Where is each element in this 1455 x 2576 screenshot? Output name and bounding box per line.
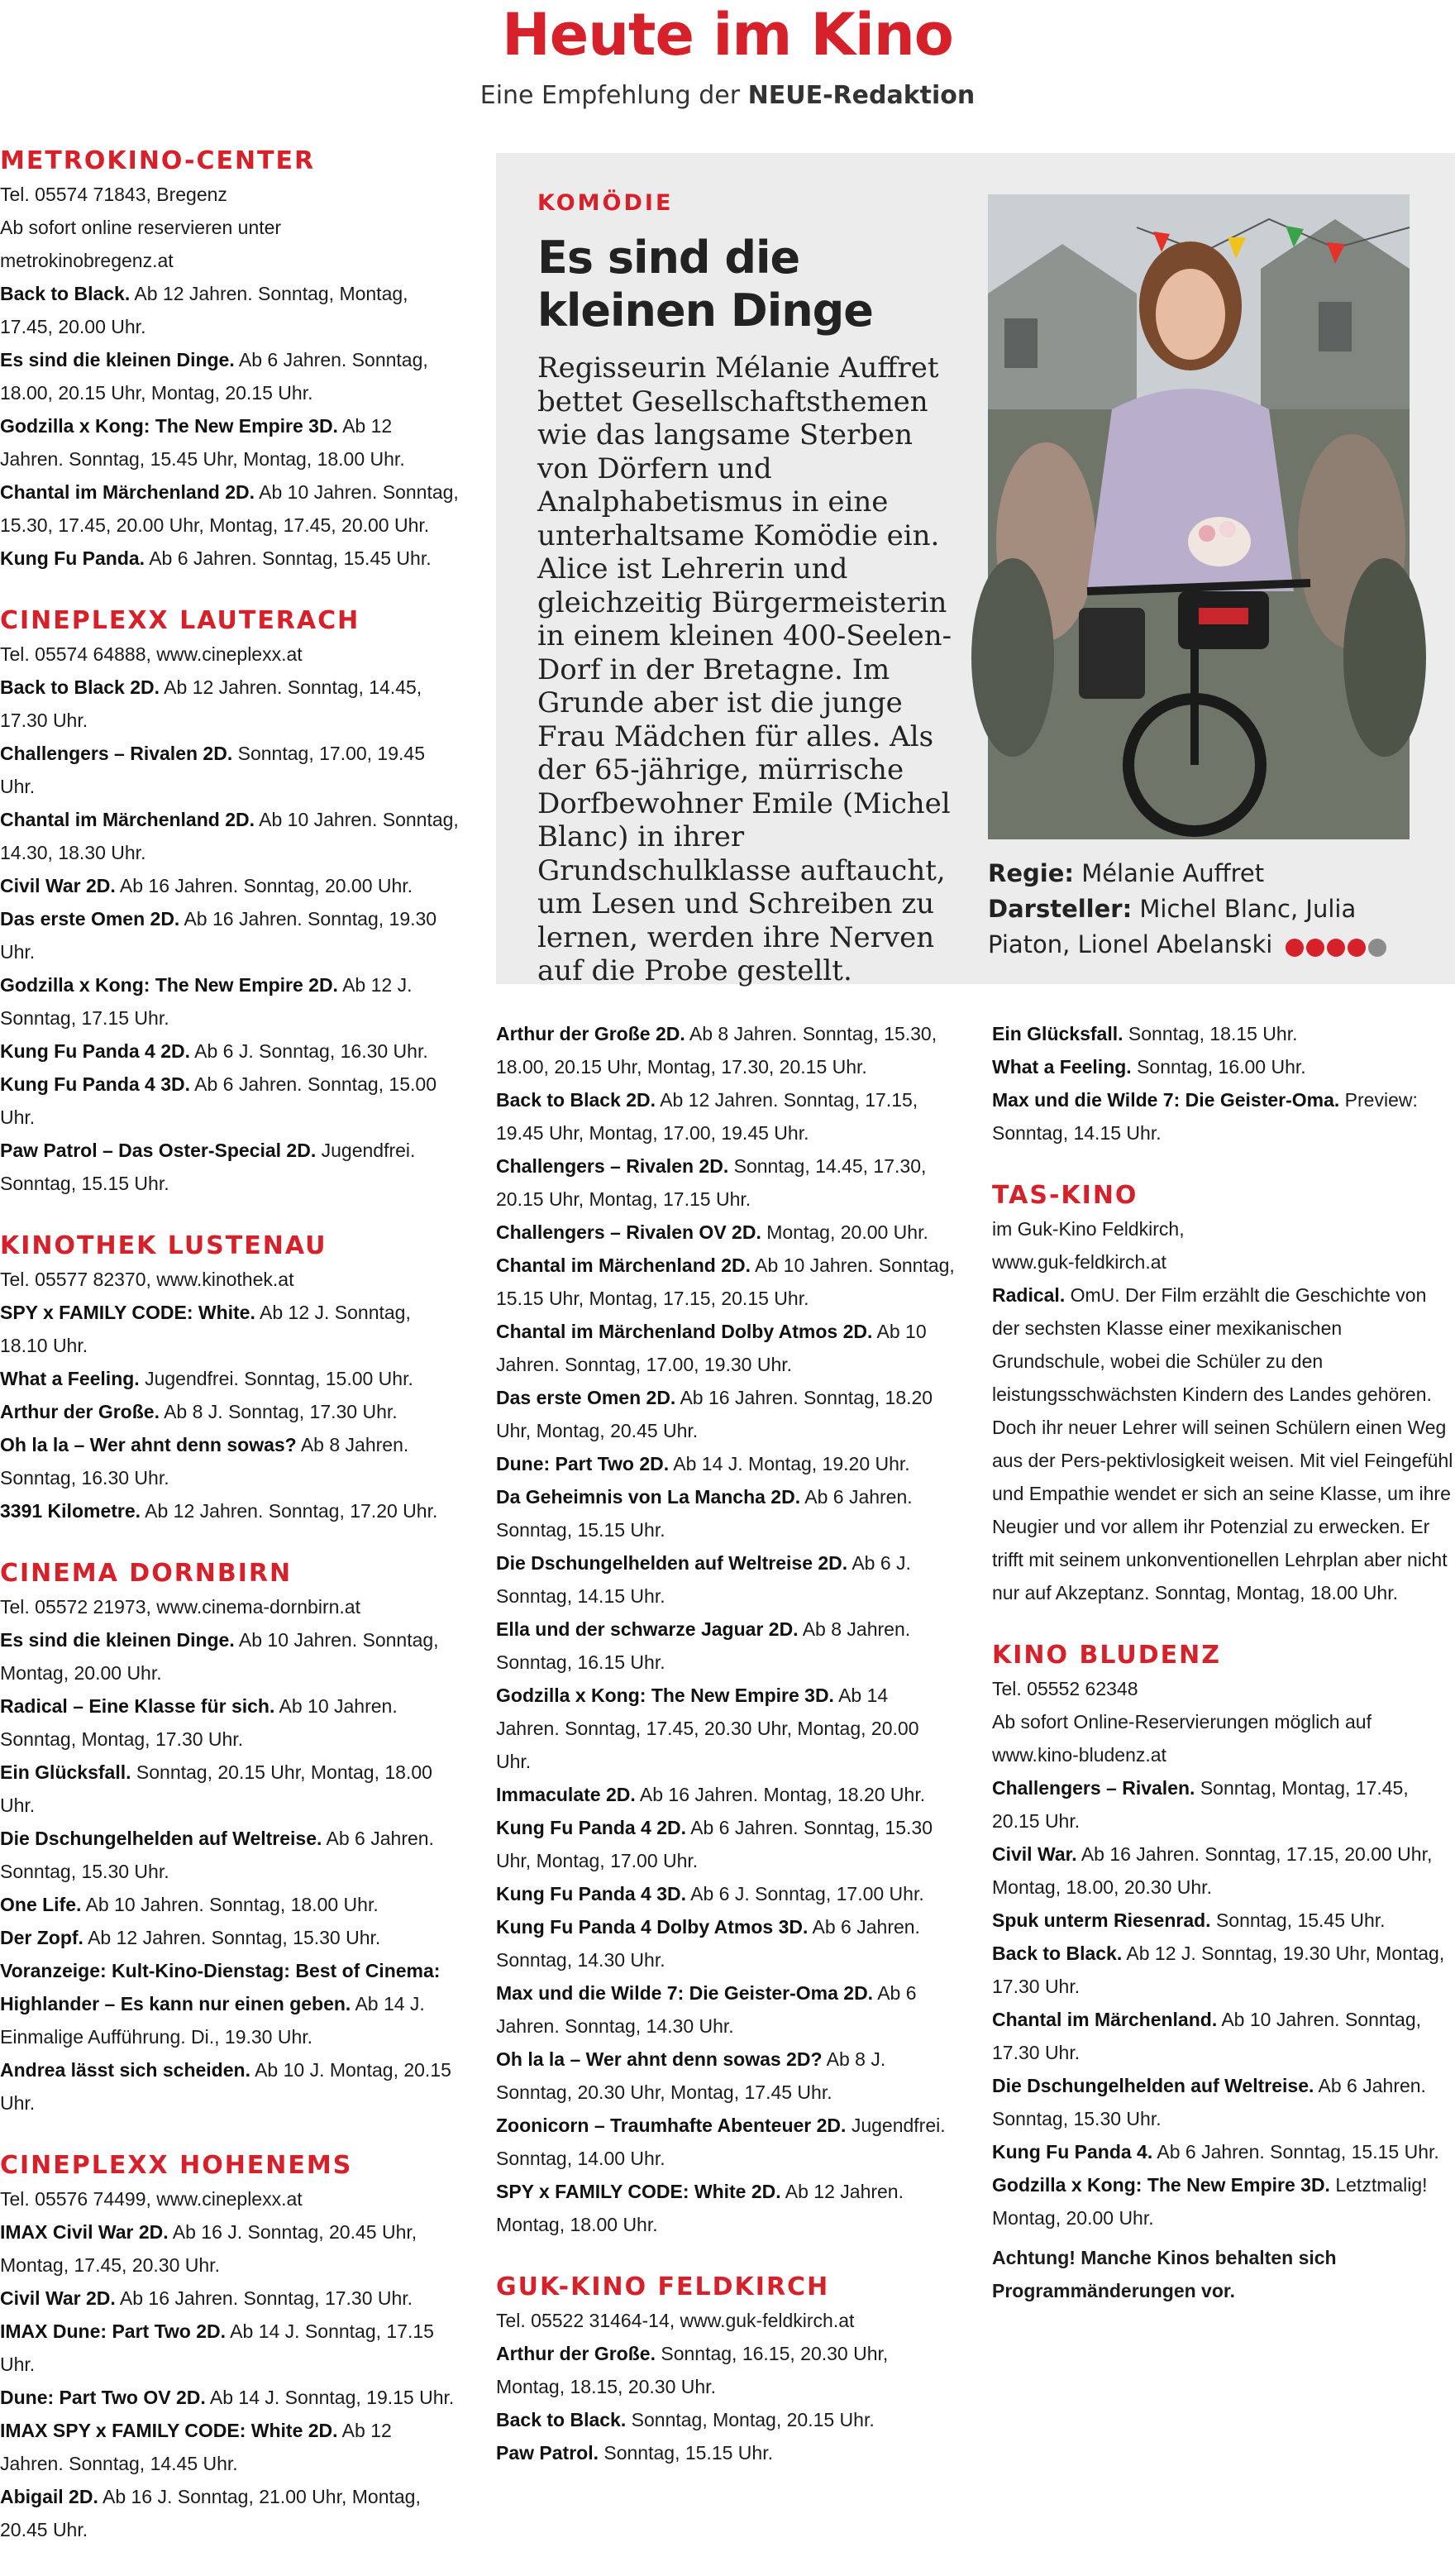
film-details: Sonntag, 20.15 Uhr, Montag, 18.00 Uhr. — [0, 1761, 432, 1816]
film-title: Godzilla x Kong: The New Empire 3D. — [992, 2174, 1330, 2196]
cinema-name: CINEPLEXX HOHENEMS — [0, 2151, 353, 2180]
film-details: Ab 6 Jahren. Sonntag, 14.30 Uhr. — [496, 1982, 917, 2037]
film-title: Ein Glücksfall. — [0, 1761, 131, 1783]
film-entry — [0, 902, 459, 968]
film-title: Abigail 2D. — [0, 2486, 98, 2507]
subtitle-prefix: Eine Empfehlung der — [479, 81, 741, 110]
film-details: Ab 6 J. Sonntag, 14.15 Uhr. — [496, 1552, 911, 1607]
film-details: Ab 12 J. Sonntag, 17.15 Uhr. — [0, 974, 413, 1029]
film-details: Ab 6 Jahren. Sonntag, 15.00 Uhr. — [0, 1073, 436, 1128]
film-entry — [0, 2381, 459, 2414]
film-title: Challengers – Rivalen. — [992, 1777, 1195, 1799]
film-details: Ab 16 Jahren. Sonntag, 17.15, 20.00 Uhr, Montag, 18.00, 20.30 Uhr. — [992, 1843, 1433, 1898]
film-entry — [496, 1613, 955, 1679]
film-details: Ab 8 Jahren. Sonntag, 15.30, 18.00, 20.15 Uhr, Montag, 17.30, 20.15 Uhr. — [496, 1023, 937, 1078]
cast-names: Michel Blanc, Julia Piaton, Lionel Abelanski — [988, 895, 1357, 958]
film-entry — [496, 1216, 955, 1249]
film-title: Kung Fu Panda 4 Dolby Atmos 3D. — [496, 1916, 809, 1938]
film-entry — [992, 2069, 1455, 2135]
film-entry — [496, 2436, 955, 2469]
film-details: Jugendfrei. Sonntag, 14.00 Uhr. — [496, 2115, 946, 2169]
film-title: IMAX Dune: Part Two 2D. — [0, 2320, 227, 2342]
film-entry — [496, 1546, 955, 1613]
film-details: Ab 12 Jahren. Sonntag, Montag, 17.45, 20.00 Uhr. — [0, 283, 408, 337]
film-entry — [992, 2003, 1455, 2069]
cinema-name: KINOTHEK LUSTENAU — [0, 1231, 327, 1260]
film-entry — [0, 1623, 459, 1689]
film-title: Ella und der schwarze Jaguar 2D. — [496, 1618, 799, 1640]
film-details: Ab 6 Jahren. Sonntag, 15.45 Uhr. — [149, 547, 432, 569]
film-entry — [0, 1921, 459, 1954]
cinema-listing-continued — [496, 1017, 955, 2241]
film-title: SPY x FAMILY CODE: White. — [0, 1302, 255, 1323]
film-details: Ab 10 Jahren. Sonntag, 17.00, 19.30 Uhr. — [496, 1321, 927, 1375]
film-details: Ab 8 Jahren. Sonntag, 16.15 Uhr. — [496, 1618, 911, 1673]
film-details: Ab 16 Jahren. Sonntag, 20.00 Uhr. — [119, 875, 413, 896]
film-details: Ab 10 Jahren. Sonntag, 18.00 Uhr. — [85, 1894, 379, 1915]
film-details: Sonntag, 15.45 Uhr. — [1215, 1909, 1386, 1931]
film-title: Kung Fu Panda 4 3D. — [0, 1073, 191, 1095]
film-details: Ab 14 J. Montag, 19.20 Uhr. — [673, 1453, 910, 1474]
film-title: One Life. — [0, 1894, 82, 1915]
film-title: Kung Fu Panda 4 3D. — [496, 1883, 687, 1905]
film-title: Chantal im Märchenland 2D. — [0, 809, 255, 830]
film-entry — [0, 1494, 459, 1527]
film-entry — [496, 1149, 955, 1216]
film-entry — [992, 1278, 1455, 1609]
film-details: Ab 10 J. Montag, 20.15 Uhr. — [0, 2059, 451, 2114]
film-title: Arthur der Große. — [496, 2343, 656, 2364]
cinema-name: METROKINO-CENTER — [0, 146, 316, 175]
film-entry — [496, 1017, 955, 1083]
film-title: Back to Black. — [0, 283, 131, 304]
film-details: Ab 6 Jahren. Sonntag, 15.15 Uhr. — [1157, 2141, 1439, 2163]
film-entry — [0, 2215, 459, 2282]
film-details: Ab 10 Jahren. Sonntag, 15.30, 17.45, 20.00 Uhr, Montag, 17.45, 20.00 Uhr. — [0, 481, 459, 536]
film-title: Oh la la – Wer ahnt denn sowas 2D? — [496, 2048, 823, 2070]
feature-title: Es sind die kleinen Dinge — [537, 232, 873, 337]
film-title: Es sind die kleinen Dinge. — [0, 349, 235, 370]
film-entry — [496, 2043, 955, 2109]
film-details: Ab 16 Jahren. Montag, 18.20 Uhr. — [639, 1784, 926, 1805]
film-details: Sonntag, 18.15 Uhr. — [1128, 1023, 1298, 1044]
film-details: Sonntag, 15.15 Uhr. — [603, 2442, 773, 2464]
cast-label: Darsteller: — [988, 895, 1133, 923]
film-details: Ab 12 Jahren. Sonntag, 17.15, 19.45 Uhr, Montag, 17.00, 19.45 Uhr. — [496, 1089, 918, 1144]
film-entry — [0, 343, 459, 409]
film-entry — [496, 2109, 955, 2175]
director-line — [988, 856, 1434, 891]
film-title: IMAX SPY x FAMILY CODE: White 2D. — [0, 2420, 338, 2441]
film-details: Jugendfrei. Sonntag, 15.15 Uhr. — [0, 1140, 416, 1194]
film-details: Ab 8 Jahren. Sonntag, 16.30 Uhr. — [0, 1434, 409, 1489]
feature-panel — [496, 153, 1455, 987]
film-title: Godzilla x Kong: The New Empire 2D. — [0, 974, 338, 996]
film-entry — [0, 1296, 459, 1362]
film-details: Sonntag, Montag, 20.15 Uhr. — [631, 2409, 875, 2430]
film-entry — [992, 1838, 1455, 1904]
film-title: Radical. — [992, 1284, 1066, 1306]
cinema-info: Tel. 05572 21973, www.cinema-dornbirn.at — [0, 1596, 360, 1618]
film-title: Chantal im Märchenland Dolby Atmos 2D. — [496, 1321, 873, 1342]
film-title: Die Dschungelhelden auf Weltreise. — [0, 1828, 322, 1849]
film-entry — [992, 1017, 1455, 1050]
film-details: Ab 14 J. Sonntag, 19.15 Uhr. — [209, 2387, 455, 2408]
film-title: Chantal im Märchenland 2D. — [0, 481, 255, 503]
film-entry — [496, 1976, 955, 2043]
film-entry — [0, 1428, 459, 1494]
film-title: Das erste Omen 2D. — [0, 908, 180, 930]
film-title: Paw Patrol – Das Oster-Special 2D. — [0, 1140, 317, 1161]
film-entry — [992, 1083, 1455, 1149]
film-details: Ab 10 Jahren. Sonntag, 14.30, 18.30 Uhr. — [0, 809, 459, 863]
cinema-name: KINO BLUDENZ — [992, 1641, 1221, 1670]
cinema-tas-kino — [992, 1179, 1455, 1609]
film-details: Ab 12 Jahren. Sonntag, 14.45 Uhr. — [0, 2420, 392, 2474]
masthead — [0, 0, 1455, 120]
film-title: IMAX Civil War 2D. — [0, 2221, 169, 2243]
cinema-name: TAS-KINO — [992, 1181, 1138, 1210]
film-title: Das erste Omen 2D. — [496, 1387, 676, 1408]
film-entry — [0, 1756, 459, 1822]
film-title: Kung Fu Panda. — [0, 547, 146, 569]
film-entry — [496, 1447, 955, 1480]
film-entry — [0, 1888, 459, 1921]
film-details: OmU. Der Film erzählt die Geschichte von der sechsten Klasse einer mexikanischen Grundschule, wobei die Schüler zu den leistungsschwächsten Kindern des Landes gehören. Doch ihr neuer Lehrer will seinen Schülern einen Weg aus der Pers-pektivlosigkeit weisen. Mit viel Feingefühl und Empathie wendet er sich an seine Klasse, um ihre Neugier und vor allem ihr Potenzial zu erwecken. Er trifft mit seinem unkonventionellen Lehrplan aber nicht nur auf Akzeptanz. Sonntag, Montag, 18.00 Uhr. — [992, 1284, 1453, 1603]
film-details: Ab 10 Jahren. Sonntag, 17.30 Uhr. — [992, 2009, 1422, 2063]
film-title: Kung Fu Panda 4. — [992, 2141, 1153, 2163]
film-details: Ab 16 J. Sonntag, 21.00 Uhr, Montag, 20.45 Uhr. — [0, 2486, 421, 2540]
film-title: Max und die Wilde 7: Die Geister-Oma 2D. — [496, 1982, 874, 2004]
cinema-info: www.guk-feldkirch.at — [992, 1251, 1166, 1273]
film-details: Ab 10 Jahren. Sonntag, 15.15 Uhr, Montag, 17.15, 20.15 Uhr. — [496, 1255, 955, 1309]
film-details: Ab 12 J. Sonntag, 18.10 Uhr. — [0, 1302, 411, 1356]
film-entry — [0, 968, 459, 1035]
film-entry — [0, 1068, 459, 1134]
cinema-info: Ab sofort Online-Reservierungen möglich auf www.kino-bludenz.at — [992, 1711, 1372, 1766]
rating-dot-filled — [1286, 939, 1304, 957]
film-title: Immaculate 2D. — [496, 1784, 636, 1805]
cinema-info: Tel. 05552 62348 — [992, 1678, 1138, 1699]
film-entry — [0, 1822, 459, 1888]
film-details: Montag, 20.00 Uhr. — [766, 1221, 928, 1243]
cinema-info: Ab sofort online reservieren unter metrokinobregenz.at — [0, 217, 282, 271]
cinema-info: Tel. 05574 64888, www.cineplexx.at — [0, 643, 303, 665]
film-entry — [0, 1954, 459, 2053]
cinema-listing-continued — [992, 1017, 1455, 1149]
film-entry — [0, 869, 459, 902]
column-right — [992, 1017, 1455, 2337]
cinema-cineplexx-hohenems — [0, 2149, 459, 2546]
film-details: Ab 16 J. Sonntag, 20.45 Uhr, Montag, 17.45, 20.30 Uhr. — [0, 2221, 417, 2276]
film-details: Ab 6 Jahren. Sonntag, 15.15 Uhr. — [496, 1486, 913, 1541]
film-entry — [0, 542, 459, 575]
film-details: Ab 14 J. Sonntag, 17.15 Uhr. — [0, 2320, 434, 2375]
film-title: Civil War 2D. — [0, 875, 116, 896]
film-entry — [496, 1315, 955, 1381]
film-title: Dune: Part Two 2D. — [496, 1453, 670, 1474]
feature-kicker: KOMÖDIE — [537, 190, 674, 216]
film-title: Arthur der Große. — [0, 1401, 160, 1422]
film-entry — [0, 476, 459, 542]
film-entry — [0, 2480, 459, 2546]
film-title: Da Geheimnis von La Mancha 2D. — [496, 1486, 801, 1508]
subtitle-brand: NEUE-Redaktion — [747, 81, 976, 110]
film-details: Sonntag, 17.00, 19.45 Uhr. — [0, 743, 425, 797]
director-label: Regie: — [988, 859, 1074, 887]
film-title: Andrea lässt sich scheiden. — [0, 2059, 250, 2081]
cinema-name: CINEPLEXX LAUTERACH — [0, 606, 360, 635]
cinema-kinothek-lustenau — [0, 1230, 459, 1527]
film-title: Kung Fu Panda 4 2D. — [0, 1040, 191, 1062]
cinema-info: Tel. 05574 71843, Bregenz — [0, 184, 227, 205]
column-middle — [496, 1017, 955, 2499]
film-title: Es sind die kleinen Dinge. — [0, 1629, 235, 1651]
film-title: Ein Glücksfall. — [992, 1023, 1123, 1044]
film-entry — [496, 1083, 955, 1149]
film-title: Zoonicorn – Traumhafte Abenteuer 2D. — [496, 2115, 847, 2136]
film-title: Paw Patrol. — [496, 2442, 599, 2464]
film-details: Ab 12 Jahren. Sonntag, 15.45 Uhr, Montag, 18.00 Uhr. — [0, 415, 405, 470]
rating-dots — [1286, 929, 1389, 964]
column-left — [0, 145, 459, 2576]
film-entry — [496, 2403, 955, 2436]
program-change-note: Achtung! Manche Kinos behalten sich Programmänderungen vor. — [992, 2247, 1337, 2301]
film-entry — [0, 2053, 459, 2120]
film-title: Kung Fu Panda 4 2D. — [496, 1817, 687, 1838]
film-entry — [496, 1381, 955, 1447]
film-title: Spuk unterm Riesenrad. — [992, 1909, 1211, 1931]
film-title: Civil War 2D. — [0, 2287, 116, 2309]
film-title: Die Dschungelhelden auf Weltreise. — [992, 2075, 1314, 2096]
film-entry — [0, 1035, 459, 1068]
film-entry — [992, 1050, 1455, 1083]
film-still-illustration — [988, 194, 1410, 839]
feature-credits — [988, 856, 1434, 964]
film-details: Jugendfrei. Sonntag, 15.00 Uhr. — [145, 1368, 413, 1389]
film-entry — [496, 1811, 955, 1877]
cinema-guk-kino-feldkirch — [496, 2271, 955, 2469]
film-entry — [0, 2282, 459, 2315]
rating-dot-empty — [1368, 939, 1386, 957]
cast-line — [988, 891, 1434, 964]
film-details: Letztmalig! Montag, 20.00 Uhr. — [992, 2174, 1428, 2229]
film-entry — [0, 2414, 459, 2480]
film-entry — [992, 2135, 1455, 2168]
cinema-info: im Guk-Kino Feldkirch, — [992, 1218, 1185, 1240]
film-details: Preview: Sonntag, 14.15 Uhr. — [992, 1089, 1418, 1144]
page-title: Heute im Kino — [502, 1, 953, 69]
film-details: Ab 6 Jahren. Sonntag, 14.30 Uhr. — [496, 1916, 920, 1971]
film-title: Die Dschungelhelden auf Weltreise 2D. — [496, 1552, 848, 1574]
film-title: Der Zopf. — [0, 1927, 83, 1948]
cinema-metrokino-center — [0, 145, 459, 575]
film-entry — [496, 1778, 955, 1811]
film-entry — [992, 1937, 1455, 2003]
cinema-info: Tel. 05577 82370, www.kinothek.at — [0, 1269, 294, 1290]
film-entry — [0, 1689, 459, 1756]
cinema-cineplexx-lauterach — [0, 605, 459, 1200]
film-details: Sonntag, 16.15, 20.30 Uhr, Montag, 18.15, 20.30 Uhr. — [496, 2343, 889, 2397]
film-entry — [0, 409, 459, 476]
film-title: Civil War. — [992, 1843, 1077, 1865]
cinema-cinema-dornbirn — [0, 1557, 459, 2120]
feature-body: Regisseurin Mélanie Auffret bettet Gesellschaftsthemen wie das langsame Sterben von Dörfern und Analphabetismus in eine unterhaltsame Komödie ein. Alice ist Lehrerin und gleichzeitig Bürgermeisterin in einem kleinen 400-Seelen-Dorf in der Bretagne. Im Grunde aber ist die junge Frau Mädchen für alles. Als der 65-jährige, mürrische Dorfbewohner Emile (Michel Blanc) in ihrer Grundschulklasse auftaucht, um Lesen und Schreiben zu lernen, werden ihre Nerven auf die Probe gestellt. — [537, 351, 952, 987]
film-details: Ab 6 Jahren. Sonntag, 15.30 Uhr. — [0, 1828, 434, 1882]
film-title: Back to Black 2D. — [0, 676, 160, 698]
film-entry — [992, 1771, 1455, 1838]
rating-dot-filled — [1327, 939, 1345, 957]
film-details: Ab 16 Jahren. Sonntag, 19.30 Uhr. — [0, 908, 437, 963]
film-entry — [496, 2175, 955, 2241]
film-title: Radical – Eine Klasse für sich. — [0, 1695, 275, 1717]
film-entry — [0, 671, 459, 737]
film-entry — [0, 1134, 459, 1200]
film-title: What a Feeling. — [0, 1368, 140, 1389]
film-title: Challengers – Rivalen OV 2D. — [496, 1221, 761, 1243]
cinema-kino-bludenz — [992, 1639, 1455, 2307]
film-details: Ab 6 Jahren. Sonntag, 15.30 Uhr. — [992, 2075, 1426, 2129]
film-details: Ab 12 Jahren. Sonntag, 17.20 Uhr. — [145, 1500, 438, 1522]
film-entry — [496, 1480, 955, 1546]
film-title: Chantal im Märchenland 2D. — [496, 1255, 751, 1276]
cinema-name: CINEMA DORNBIRN — [0, 1559, 293, 1588]
cinema-info: Tel. 05576 74499, www.cineplexx.at — [0, 2188, 303, 2210]
film-title: Godzilla x Kong: The New Empire 3D. — [0, 415, 338, 437]
film-details: Ab 12 Jahren. Montag, 18.00 Uhr. — [496, 2181, 904, 2235]
film-details: Ab 14 J. Einmalige Aufführung. Di., 19.30 Uhr. — [0, 1993, 425, 2048]
film-entry — [496, 1249, 955, 1315]
film-details: Ab 16 Jahren. Sonntag, 17.30 Uhr. — [119, 2287, 413, 2309]
film-details: Ab 12 Jahren. Sonntag, 14.45, 17.30 Uhr. — [0, 676, 422, 731]
film-entry — [992, 2168, 1455, 2234]
film-entry — [992, 1904, 1455, 1937]
film-still-image — [988, 194, 1410, 839]
film-title: SPY x FAMILY CODE: White 2D. — [496, 2181, 781, 2202]
cinema-name: GUK-KINO FELDKIRCH — [496, 2273, 830, 2301]
film-details: Ab 12 Jahren. Sonntag, 15.30 Uhr. — [88, 1927, 381, 1948]
film-details: Ab 6 Jahren. Sonntag, 15.30 Uhr, Montag, 17.00 Uhr. — [496, 1817, 933, 1871]
film-details: Ab 6 Jahren. Sonntag, 18.00, 20.15 Uhr, Montag, 20.15 Uhr. — [0, 349, 428, 404]
cinema-info: Tel. 05522 31464-14, www.guk-feldkirch.at — [496, 2310, 855, 2331]
film-title: Max und die Wilde 7: Die Geister-Oma. — [992, 1089, 1340, 1111]
film-title: Back to Black. — [496, 2409, 627, 2430]
film-details: Ab 16 Jahren. Sonntag, 18.20 Uhr, Montag, 20.45 Uhr. — [496, 1387, 933, 1441]
film-title: 3391 Kilometre. — [0, 1500, 141, 1522]
film-details: Ab 8 J. Sonntag, 17.30 Uhr. — [164, 1401, 398, 1422]
film-title: Chantal im Märchenland. — [992, 2009, 1218, 2030]
film-details: Sonntag, 14.45, 17.30, 20.15 Uhr, Montag, 17.15 Uhr. — [496, 1155, 927, 1210]
film-title: Back to Black. — [992, 1943, 1123, 1964]
film-entry — [0, 277, 459, 343]
film-entry — [0, 1395, 459, 1428]
film-title: What a Feeling. — [992, 1056, 1132, 1078]
rating-dot-filled — [1348, 939, 1366, 957]
film-title: Voranzeige: Kult-Kino-Dienstag: Best of Cinema: Highlander – Es kann nur einen geben. — [0, 1960, 441, 2014]
film-details: Ab 8 J. Sonntag, 20.30 Uhr, Montag, 17.45 Uhr. — [496, 2048, 886, 2103]
film-entry — [0, 737, 459, 803]
film-entry — [496, 1679, 955, 1778]
film-title: Arthur der Große 2D. — [496, 1023, 685, 1044]
film-entry — [496, 2337, 955, 2403]
film-details: Sonntag, 16.00 Uhr. — [1137, 1056, 1306, 1078]
film-title: Oh la la – Wer ahnt denn sowas? — [0, 1434, 297, 1455]
film-entry — [0, 803, 459, 869]
film-details: Sonntag, Montag, 17.45, 20.15 Uhr. — [992, 1777, 1409, 1832]
subtitle — [0, 79, 1455, 112]
film-details: Ab 10 Jahren. Sonntag, Montag, 20.00 Uhr. — [0, 1629, 439, 1684]
film-details: Ab 14 Jahren. Sonntag, 17.45, 20.30 Uhr, Montag, 20.00 Uhr. — [496, 1685, 919, 1772]
film-title: Dune: Part Two OV 2D. — [0, 2387, 206, 2408]
film-entry — [0, 1362, 459, 1395]
film-details: Ab 6 J. Sonntag, 16.30 Uhr. — [194, 1040, 428, 1062]
film-details: Ab 12 J. Sonntag, 19.30 Uhr, Montag, 17.30 Uhr. — [992, 1943, 1445, 1997]
film-title: Challengers – Rivalen 2D. — [0, 743, 233, 764]
film-entry — [496, 1877, 955, 1910]
film-details: Ab 6 J. Sonntag, 17.00 Uhr. — [690, 1883, 924, 1905]
director-name: Mélanie Auffret — [1081, 859, 1265, 887]
rating-dot-filled — [1306, 939, 1324, 957]
film-entry — [0, 2315, 459, 2381]
film-title: Challengers – Rivalen 2D. — [496, 1155, 729, 1177]
film-entry — [496, 1910, 955, 1976]
film-title: Godzilla x Kong: The New Empire 3D. — [496, 1685, 834, 1706]
film-details: Ab 10 Jahren. Sonntag, Montag, 17.30 Uhr. — [0, 1695, 398, 1750]
film-title: Back to Black 2D. — [496, 1089, 656, 1111]
